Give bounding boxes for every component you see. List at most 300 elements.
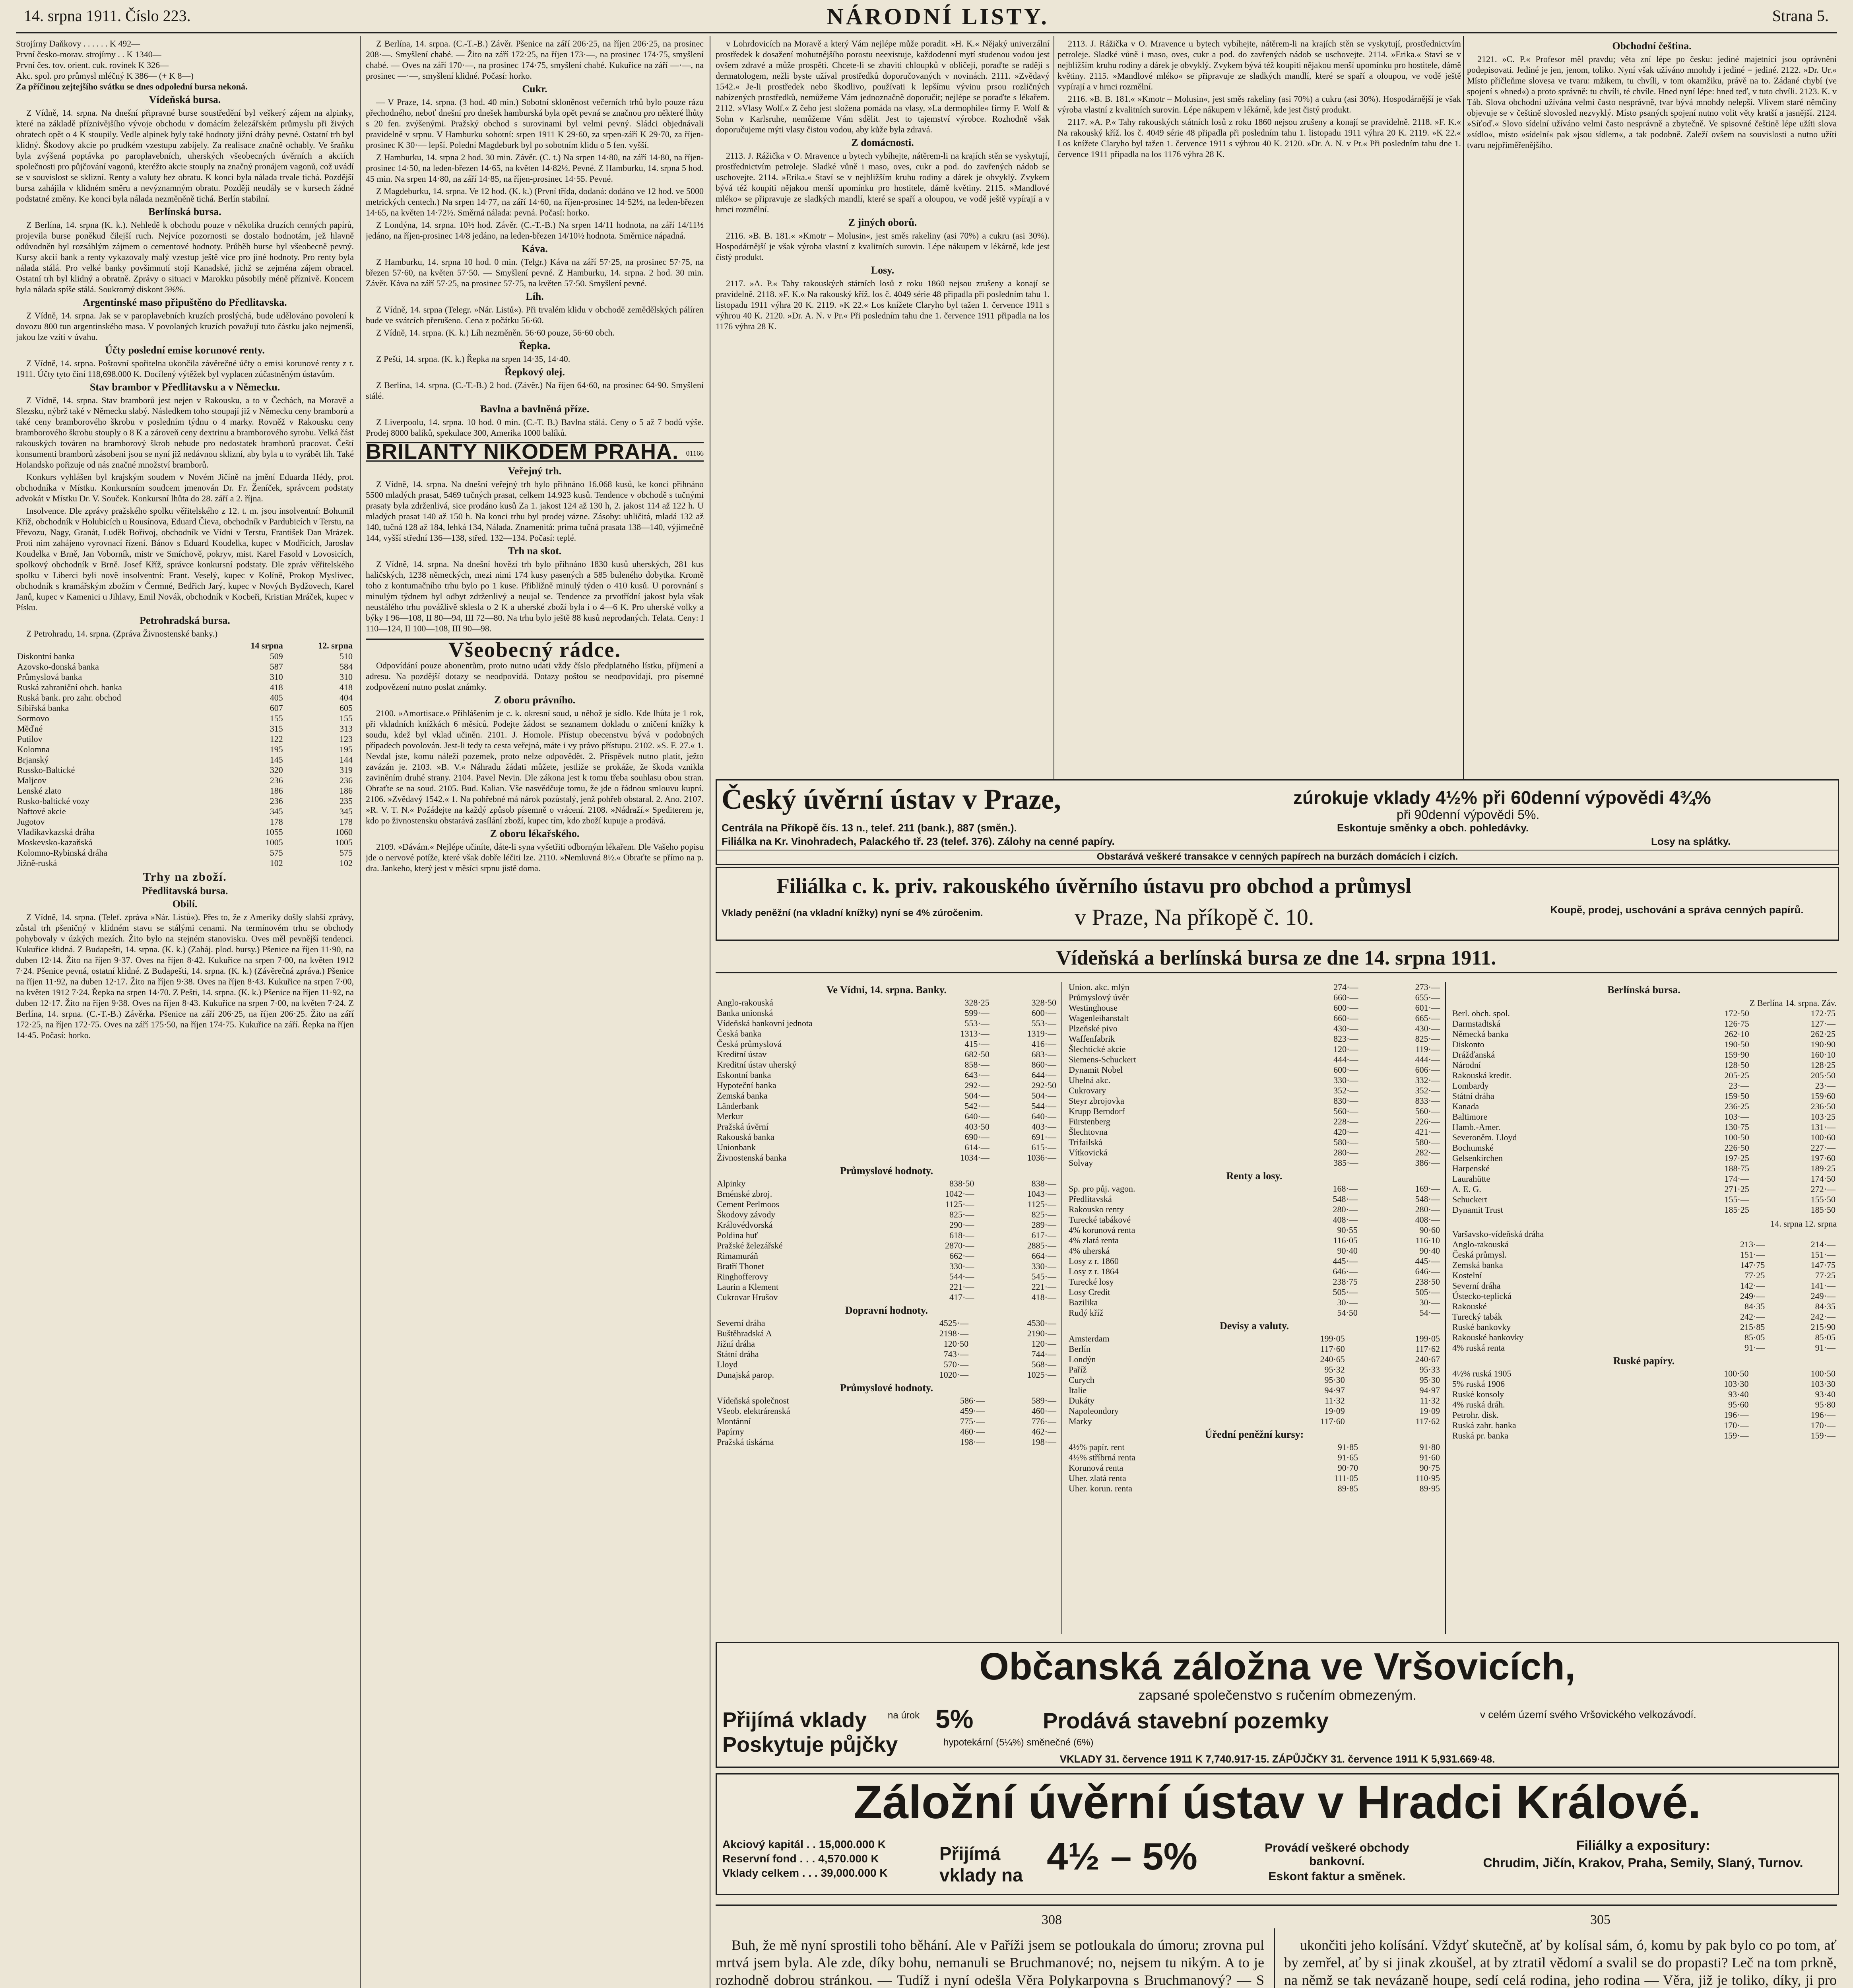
row-value: 84·35 [1744, 1301, 1765, 1311]
vienna-banks-table [716, 998, 1057, 1163]
row-label: Zemská banka [717, 1091, 768, 1101]
row-value [1696, 1229, 1766, 1239]
row-value: 95·30 [1324, 1375, 1345, 1385]
table-row [1067, 1297, 1441, 1308]
table-row [1451, 1101, 1837, 1112]
row-value: 240·67 [1415, 1354, 1440, 1364]
row-value: 228·— [1333, 1116, 1358, 1126]
table-row [1067, 1365, 1441, 1375]
table-row [1451, 1301, 1837, 1312]
row-label: Amsterdam [1069, 1334, 1110, 1343]
row-label: Lombardy [1452, 1081, 1489, 1091]
row-value: 123 [340, 734, 353, 744]
table-row [716, 1437, 1057, 1447]
row-label: 4½% papír. rent [1069, 1442, 1125, 1452]
row-value: 19·09 [1419, 1406, 1440, 1416]
row-value: 85·05 [1744, 1332, 1765, 1342]
row-label: Ringhofferovy [717, 1272, 768, 1281]
row-value: 141·— [1810, 1281, 1836, 1291]
row-label: Německá banka [1452, 1029, 1509, 1039]
row-label: Harpenské [1452, 1163, 1490, 1173]
masthead [16, 2, 1837, 30]
row-value: 91·— [1744, 1343, 1765, 1353]
row-label: Česká průmysl. [1452, 1250, 1507, 1260]
row-value: 1025·— [1027, 1370, 1056, 1380]
article-text: Z Pešti, 14. srpna. (K. k.) Řepka na srpen 14·35, 14·40. [376, 354, 570, 364]
row-value: 249·— [1810, 1291, 1836, 1301]
row-label: Russko-Baltické [17, 765, 75, 775]
row-value: 421·— [1415, 1127, 1440, 1137]
row-label: 4% korunová renta [1069, 1225, 1135, 1235]
table-row [1067, 1344, 1441, 1354]
row-value: 227·— [1810, 1143, 1836, 1153]
table-row [1451, 1163, 1837, 1174]
row-value: 445·— [1333, 1256, 1358, 1266]
table-row [1451, 1143, 1837, 1153]
row-label: Severní dráha [1452, 1281, 1501, 1291]
row-value: 91·— [1815, 1343, 1836, 1353]
row-label: Bratří Thonet [717, 1261, 764, 1271]
row-value: 310 [270, 672, 283, 682]
row-value: 199·05 [1415, 1334, 1440, 1343]
row-label: Diskonto [1452, 1039, 1484, 1049]
row-value: 601·— [1415, 1003, 1440, 1013]
table-row [1067, 1147, 1441, 1158]
row-label: Banka unionská [717, 1008, 773, 1018]
novel-left-column: Buh, že mě nyní sprostili toho běhání. Ale v Paříži jsem se potloukala do úmoru; zrovna pul mrtvá jsem byla. Ale zde, díky bohu, nemanuli se Bruchmanové; no, nejsem tu nikým. A to je rozhodně dobrou stránkou. — Tudíž i nyní odešla Věra Polykarpovna s Bruchmanový? — S [716, 1937, 1264, 1988]
row-value: 93·40 [1728, 1389, 1749, 1399]
vienna-banks-heading: Ve Vídni, 14. srpna. Banky. [826, 984, 947, 996]
row-value: 1060 [335, 827, 353, 837]
row-label: Poldina huť [717, 1230, 759, 1240]
column-1 [16, 38, 354, 1988]
row-value: 544·— [949, 1272, 974, 1281]
row-value: 89·85 [1337, 1483, 1358, 1493]
row-label: Dynamit Nobel [1069, 1065, 1123, 1075]
table-row [1067, 1044, 1441, 1054]
column-2 [366, 38, 704, 1988]
article-heading: Účty poslední emise korunové renty. [105, 344, 265, 356]
row-value: 607 [270, 703, 283, 713]
row-value: 445·— [1415, 1256, 1440, 1266]
article-text: Z Magdeburku, 14. srpna. Ve 12 hod. (K. k.) (První třída, dodaná: dodáno ve 12 hod. ve 5000 metrických centech.) Na srpen 14·77, na září 14·60, na říjen-prosinec 14·52½, na leden-březen 14·65, na květen 14·72½. Směrná nálada: pevná. Počasí: horko. [366, 186, 704, 217]
row-label: 4% ruská renta [1452, 1343, 1505, 1353]
table-row [16, 724, 354, 734]
row-label: Paříž [1069, 1365, 1087, 1375]
table-row [1067, 1396, 1441, 1406]
row-value: 95·33 [1419, 1365, 1440, 1375]
article-text: Z Vídně, 14. srpna. (Telef. zpráva »Nár. Listů«). Přes to, že z Ameriky došly slabší zprávy, zůstal trh pšeničný v klidném stavu se stálými cenami. Na termínovém trhu se obchody pohybovaly v úzkých mezích. Žito bylo na stejném stanovisku. Oves měl pevnější tendenci. Kukuřice klidná. Z Budapešti, 14. srpna. (K. k.) (Zaháj. plod. bursy.) Pšenice na říjen 11·90, na duben 12·14. Žito na říjen 9·37. Oves na říjen 8·42. Kukuřice na srpen 7·00, na květen 1912 7·24. Pšenice pevná, ostatní klidné. Z Budapešti, 14. srpna. (K. k.) (Závěrečná zpráva.) Pšenice na říjen 11·92, na duben 12·17. Žito na říjen 9·38. Oves na říjen 8·43. Kukuřice na srpen 7·00, na květen 1912 7·24. Řepka na srpen 14·70. Z Pešti, 14. srpna. (K. k.) Pšenice na říjen 11·92, na duben 12·17. Žito na říjen 9·38. Oves na říjen 8·43. Kukuřice na srpen 7·00, na květen 7·24. Z Berlína, 14. srpna. (C.-T.-B.) Závěrka. Pšenice na září 206·25, na říjen 206·25. Žito na září 172·25, na říjen 172·75. Oves na září 175·50, na říjen 174·75. Kukuřice na září. Řepka na říjen 14·45. Počasí: horko. [16, 912, 354, 1040]
table-row [716, 1272, 1057, 1282]
row-value: 215·85 [1740, 1322, 1765, 1332]
table-row [1451, 1420, 1837, 1431]
row-value: 833·— [1415, 1096, 1440, 1106]
table-row [716, 1049, 1057, 1060]
issue-date: 14. srpna 1911. Číslo 223. [24, 7, 191, 25]
berlin-heading: Berlínská bursa. [1607, 984, 1680, 996]
row-value: 274·— [1333, 982, 1358, 992]
row-value: 91·80 [1419, 1442, 1440, 1452]
row-value: 117·60 [1320, 1416, 1345, 1426]
table-row [1067, 1054, 1441, 1065]
row-label: Turecké losy [1069, 1277, 1114, 1287]
row-value: 505·— [1415, 1287, 1440, 1297]
row-value: 418·— [1031, 1292, 1056, 1302]
row-value: 655·— [1415, 992, 1440, 1002]
table-row [1451, 1322, 1837, 1332]
row-value: 151·— [1810, 1250, 1836, 1260]
row-value: 77·25 [1744, 1270, 1765, 1280]
row-value: 662·— [949, 1251, 974, 1261]
table-row [1067, 1194, 1441, 1204]
row-value: 196·— [1724, 1410, 1749, 1420]
sugar-heading: Cukr. [522, 83, 547, 95]
row-label: Anglo-rakouská [717, 998, 773, 1008]
russian-papers-heading: Ruské papíry. [1613, 1355, 1675, 1367]
table-row [1067, 1463, 1441, 1473]
row-value: 646·— [1333, 1266, 1358, 1276]
table-row [1451, 1070, 1837, 1081]
row-value: 159·50 [1724, 1091, 1749, 1101]
column-rule [1274, 1928, 1275, 1988]
table-row [16, 817, 354, 827]
row-value: 94·97 [1419, 1385, 1440, 1395]
row-value: 226·— [1415, 1116, 1440, 1126]
zalozni-uverni-ustav-ad: Záložní úvěrní ústav v Hradci Králové. Akciový kapitál . . 15,000.000 K Reservní fond . . . 4,570.000 K Vklady celkem . . . 39,000.000 K Přijímá vklady na 4½ – 5% Provádí veškeré obchody bankovní. Eskont faktur a směnek. Filiálky a expositury: Chrudim, Jičín, Krakov, Praha, Semily, Slaný, Turnov. [716, 1773, 1839, 1895]
row-value: 510 [340, 651, 353, 661]
article-text: Z Vídně, 14. srpna. Poštovní spořitelna ukončila závěrečné účty o emisi korunové renty z r. 1911. Účty tyto činí 118,698.000 K. Docílený výtěžek byl vyplacen zúčastněným ústavům. [16, 358, 354, 379]
row-value: 197·60 [1810, 1153, 1836, 1163]
row-value: 170·— [1810, 1420, 1836, 1430]
petrograd-bourse-heading: Petrohradská bursa. [140, 615, 230, 626]
row-value: 462·— [1031, 1427, 1056, 1437]
row-value: 420·— [1333, 1127, 1358, 1137]
table-row [1451, 1008, 1837, 1019]
row-value: 2870·— [945, 1241, 974, 1250]
row-label: Kanada [1452, 1101, 1479, 1111]
row-value: 95·60 [1728, 1400, 1749, 1409]
row-value: 315 [270, 724, 283, 734]
row-label: Buštěhradská A [717, 1328, 772, 1338]
row-value: 117·62 [1415, 1416, 1440, 1426]
row-value: 430·— [1415, 1023, 1440, 1033]
row-label: Plzeňské pivo [1069, 1023, 1118, 1033]
row-value: 640·— [964, 1111, 990, 1121]
table-row [1067, 1442, 1441, 1452]
row-label: Westinghouse [1069, 1003, 1118, 1013]
currency-table [1067, 1334, 1441, 1427]
table-row [1067, 1116, 1441, 1127]
article-text: 2116. »B. B. 181.« »Kmotr – Molusin«, jest směs rakeliny (asi 70%) a cukru (asi 30%). Hospodárnější je však výroba vlastní z kvalitních surovin. Lépe nákupem v lékárně, kde jest čistý produkt. [1057, 94, 1461, 115]
row-label: Berlín [1069, 1344, 1090, 1354]
row-label: Petrohr. disk. [1452, 1410, 1499, 1420]
row-label: Naftové akcie [17, 806, 66, 816]
table-row [16, 806, 354, 817]
row-value: 110·95 [1415, 1473, 1440, 1483]
row-label: Živnostenská banka [717, 1153, 787, 1163]
row-value: 90·70 [1337, 1463, 1358, 1473]
row-value: 155 [270, 713, 283, 723]
row-value: 111·05 [1334, 1473, 1358, 1483]
row-value: 444·— [1333, 1054, 1358, 1064]
row-value: 197·25 [1724, 1153, 1749, 1163]
row-label: Varšavsko-vídeňská dráha [1452, 1229, 1544, 1239]
row-value: 196·— [1810, 1410, 1836, 1420]
table-row [1067, 1215, 1441, 1225]
row-value: 775·— [960, 1416, 985, 1426]
table-row [1451, 1132, 1837, 1143]
household-heading: Z domácnosti. [851, 137, 914, 148]
row-value: 599·— [964, 1008, 990, 1018]
row-value: 120·— [1333, 1044, 1358, 1054]
row-label: Cement Perlmoos [717, 1199, 780, 1209]
article-text: v Lohrdovicích na Moravě a který Vám nejlépe může poradit. »H. K.« Nějaký univerzální prostředek k dosažení mohutnějšího porostu neexistuje, každodenní mytí studenou vodou jest ovšem zdravé a může prospěti. Chcete-li se zbaviti chloupků v obličeji, poraďte se raději s dermatologem, nežli byste užíval prostředků doporučovaných v novinách. 2111. »Zvědavý 1542.« Je-li prostředek nebo škodlivo, používati k lepšímu vývinu prsou rozličných nabízených prostředků, nemůžeme Vám jednoznačně doporučit; nejlépe se poraďte s lékařem. 2112. »Vlasy Wolf.« Z čeho jest složena pomáda na vlasy, »La dermophile« firmy F. Wolf & Sohn v Karlsruhe, nemůžeme Vám sdělit. Jest to tajemství výrobce. Rozhodně však doporučujeme mýti vlasy čistou vodou, aby kůže byla zdravá. [716, 39, 1050, 134]
table-row [716, 1370, 1057, 1380]
table-row [1067, 1065, 1441, 1075]
table-row [716, 1111, 1057, 1122]
row-label: 4% ruská dráh. [1452, 1400, 1505, 1409]
row-value: 280·— [1333, 1204, 1358, 1214]
table-row [16, 744, 354, 755]
row-value: 405 [270, 693, 283, 703]
row-value: 30·— [1419, 1297, 1440, 1307]
article-text: 2109. »Dávám.« Nejlépe učiníte, dáte-li syna vyšetřiti odborným lékařem. Dle Vašeho popisu jde o nervové potíže, které však dobře léčiti lze. 2110. »Nemluvná 8½.« Obraťte se přímo na p. dra. Jankeho, který jest v měsíci srpnu jistě doma. [366, 842, 704, 873]
table-row [716, 1318, 1057, 1328]
table-row [716, 1261, 1057, 1272]
row-value: 823·— [1333, 1034, 1358, 1044]
row-value: 174·50 [1810, 1174, 1836, 1184]
row-value: 90·40 [1419, 1246, 1440, 1256]
row-value: 1043·— [1027, 1189, 1056, 1199]
row-label: Bazilika [1069, 1297, 1098, 1307]
table-row [1451, 1239, 1837, 1250]
row-label: Šlechtické akcie [1069, 1044, 1126, 1054]
row-label: Azovsko-donská banka [17, 662, 99, 672]
table-row [716, 1406, 1057, 1416]
row-value: 330·— [949, 1261, 974, 1271]
row-value: 417·— [949, 1292, 974, 1302]
row-label: Baltimore [1452, 1112, 1487, 1122]
coffee-heading: Káva. [522, 243, 548, 254]
row-label: Kolomno-Rybinská dráha [17, 848, 108, 858]
table-row [16, 672, 354, 682]
row-value: 328·50 [1031, 998, 1056, 1008]
table-row [1067, 1256, 1441, 1266]
novel-rule [716, 1905, 1837, 1906]
table-row [716, 1199, 1057, 1209]
row-value: 643·— [964, 1070, 990, 1080]
row-value: 189·25 [1810, 1163, 1836, 1173]
row-value: 95·30 [1419, 1375, 1440, 1385]
row-value: 408·— [1415, 1215, 1440, 1225]
row-value: 130·75 [1724, 1122, 1749, 1132]
row-value: 54·50 [1337, 1308, 1358, 1318]
table-row [16, 703, 354, 713]
row-value: 221·— [949, 1282, 974, 1292]
row-value: 23·— [1729, 1081, 1749, 1091]
row-value: 618·— [949, 1230, 974, 1240]
row-value: 2198·— [939, 1328, 969, 1338]
table-row [1451, 1343, 1837, 1353]
row-value: 238·50 [1415, 1277, 1440, 1287]
row-label: Marky [1069, 1416, 1092, 1426]
row-value: 215·90 [1810, 1322, 1836, 1332]
table-row [1067, 982, 1441, 992]
row-label: Cukrovar Hrušov [717, 1292, 778, 1302]
row-label: Ruské bankovky [1452, 1322, 1511, 1332]
row-value: 102 [340, 858, 353, 868]
row-value: 127·— [1810, 1019, 1836, 1029]
table-row [1451, 1291, 1837, 1301]
table-row [1067, 1452, 1441, 1463]
table-row [1451, 1122, 1837, 1132]
table-row [1067, 1137, 1441, 1147]
row-value: 262·10 [1724, 1029, 1749, 1039]
novel-page-left: 308 [1042, 1912, 1062, 1927]
row-value: 185·50 [1810, 1205, 1836, 1215]
row-label: Státní dráha [1452, 1091, 1494, 1101]
row-label: 5% ruská 1906 [1452, 1379, 1505, 1389]
grain-heading: Obilí. [172, 898, 198, 910]
row-value: 4525·— [939, 1318, 969, 1328]
row-value: 91·85 [1337, 1442, 1358, 1452]
row-value: 444·— [1415, 1054, 1440, 1064]
row-value: 587 [270, 662, 283, 672]
row-value: 825·— [1415, 1034, 1440, 1044]
table-row [1067, 1106, 1441, 1116]
article-text: 2100. »Amortisace.« Přihlášením je c. k. okresní soud, u něhož je sídlo. Kde lhůta je 1 rok, při vkladních knížkách 6 měsíců. Podejte žádost se seznamem dokladu o zničení knížky k soudu, kdež byl vklad učiněn. 2101. J. Homole. Přístup obecenstvu bývá v podobných případech povolován. Jest-li tedy ta cesta veřejná, máte i vy právo přístupu. 2102. »S. F. 27.« 1. Nevdal jste, komu náleží pozemek, proto nelze odpovědět. 2. Příspěvek nutno platit, ježto zavázán je. 2103. »B. V.« Náhradu žádati můžete, jestliže se prokáže, že škoda vznikla zaviněním druhé strany. 2104. Pavel Nevin. Dle zákona jest k tomu třeba souhlasu obou stran. Obraťte se na soud. 2105. Bud. Kalian. Vše nasvědčuje tomu, že jde o řádnou smlouvu kupní. 2106. »Zvědavý 1542.« 1. Na pohřebné má nárok pozůstalý, jenž pohřeb obstaral. 2. Ano. 2107. »R. V. T. N.« Požádejte na každý způsob písemně o vrácení. 2108. »Nádraží.« Spediterem je, kdo po živnostensku obstarává zasílání zboží, kupec tím, kdo zboží kupuje a prodává. [366, 708, 704, 825]
filialka-ad: Filiálka c. k. priv. rakouského úvěrního ústavu pro obchod a průmysl v Praze, Na příkopě č. 10. Vklady peněžní (na vkladní knížky) nyní se 4% zúročenim. Koupě, prodej, uschování a správa cenných papírů. [716, 867, 1839, 941]
row-value: 147·75 [1740, 1260, 1765, 1270]
article-text: Z Vídně, 14. srpna. Jak se v paroplavebních kruzích proslýchá, bude udělováno povolení k dovozu 800 tun argentinského masa. V povolaných kruzích považují tuto částku jako nejmenší, jakou lze vzíti v úvahu. [16, 311, 354, 342]
row-value: 11·32 [1420, 1396, 1440, 1406]
table-row [1451, 1369, 1837, 1379]
row-value: 178 [340, 817, 353, 827]
table-row [716, 1008, 1057, 1018]
table-row [1451, 1029, 1837, 1039]
table-row [16, 651, 354, 662]
row-value: 580·— [1415, 1137, 1440, 1147]
row-value: 1042·— [945, 1189, 974, 1199]
row-label: Sormovo [17, 713, 49, 723]
row-value: 271·25 [1724, 1184, 1749, 1194]
row-label: Putilov [17, 734, 43, 744]
row-label: Škodovy závody [717, 1209, 776, 1219]
table-row [1067, 1225, 1441, 1235]
row-label: Moskevsko-kazaňská [17, 837, 93, 847]
row-value: 236·25 [1724, 1101, 1749, 1111]
spirit-heading: Líh. [526, 291, 544, 302]
table-row [1067, 1023, 1441, 1034]
row-label: Turecké tabákové [1069, 1215, 1131, 1225]
table-row [16, 786, 354, 796]
row-value: 345 [340, 806, 353, 816]
table-row [716, 1122, 1057, 1132]
row-value: 282·— [1415, 1147, 1440, 1157]
row-value: 172·75 [1810, 1008, 1836, 1018]
table-row [16, 734, 354, 744]
row-value: 665·— [1415, 1013, 1440, 1023]
row-value: 1313·— [960, 1029, 990, 1039]
row-value: 236 [340, 775, 353, 785]
row-value: 144 [340, 755, 353, 765]
table-row [1451, 1250, 1837, 1260]
article-text: Z Berlína, 14. srpna. (C.-T.-B.) 2 hod. (Závěr.) Na říjen 64·60, na prosinec 64·90. Smyšlení stálé. [366, 380, 704, 401]
advisor-heading: Všeobecný rádce. [448, 638, 621, 662]
row-value: 190·50 [1724, 1039, 1749, 1049]
row-value: 159·— [1810, 1431, 1836, 1441]
row-value: 30·— [1337, 1297, 1358, 1307]
table-row [1451, 1153, 1837, 1163]
table-row [1067, 1334, 1441, 1344]
row-label: Montánní [717, 1416, 751, 1426]
row-label: A. E. G. [1452, 1184, 1481, 1194]
article-text: Z Hamburku, 14. srpna 10 hod. 0 min. (Telgr.) Káva na září 57·25, na prosinec 57·75, na březen 57·60, na květen 57·50. — Smyšlení pevné. Z Hamburku, 14. srpna. 2 hod. 30 min. Závěr. Káva na září 57·25, na prosinec 57·75, na květen 57·50. Smyšlení pevné. [366, 257, 704, 288]
row-value: 178 [270, 817, 283, 827]
article-text: Insolvence. Dle zprávy pražského spolku věřitelského z 12. t. m. jsou insolventní: Bohumil Kříž, obchodník v Holubicích u Rousínova, Eduard Čieva, obchodník v Pardubicích v Terstu, na Převozu, Nagy, Granát, Luděk Bořivoj, obchodník ve Vídni v Terstu, František Dan Mrázek. Proti nim zahájeno vyrovnací řízení. Bánov s Eduard Koudelka, kupec v Modřicích, Jaroslav Koudelka v Brně, Jan Voborník, mistr ve Smíchově, pokryv, mist. Karel Fasold v Lovosicích, spolkový obchodník v Brně. Josef Kříž, správce konkursní podstaty. Dle zpráv věřitelského spolku v Liberci byli nově insolventní: Frant. Veselý, kupec v Kolíně, Prokop Myslivec, obchodník s kramářským zbožím v Čermné, Bedřich Jarý, kupec v Nových Bydžovech, Karel Janů, kupec v Kamenici u Jihlavy, Emil Novák, obchodník v Kocbeři, Kristian Mráček, kupec v Písku. [16, 506, 354, 612]
table-row [716, 1039, 1057, 1049]
row-label: 4½% ruská 1905 [1452, 1369, 1512, 1378]
article-text: 2113. J. Rážička v O. Mravence u bytech vybíhejte, nátěrem-li na krajích stěn se vyskytují, prostřednictvím petroleje. Sladké vůně i maso, oves, cukr a pod. do zavřených nádob se uschovejte. 2114. »Erika.« Staví se v nejbližším kruhu rodiny a dárek je obvyklý. Zvykem bývá též koupiti nějakou menší upomínku pro hostitele, dámě květiny. 2115. »Mandlové mléko« se připravuje ze sladkých mandlí, které se spaří a oloupou, ve vodě ještě vypírají a v hrnci rozmělní. [1057, 39, 1461, 91]
table-row [1451, 1260, 1837, 1270]
row-value: 330·— [1333, 1075, 1358, 1085]
oil-heading: Řepkový olej. [504, 366, 565, 378]
table-row [1451, 1081, 1837, 1091]
row-label: Krupp Berndorf [1069, 1106, 1125, 1116]
row-value: 460·— [960, 1427, 985, 1437]
row-value: 553·— [964, 1018, 990, 1028]
column-3b [1057, 38, 1461, 774]
row-label: Jugotov [17, 817, 45, 827]
row-label: Ruské konsoly [1452, 1389, 1504, 1399]
row-label: Rakousko renty [1069, 1204, 1124, 1214]
table-row [716, 1427, 1057, 1437]
row-value: 825·— [949, 1209, 974, 1219]
row-value: 505·— [1333, 1287, 1358, 1297]
table-row [716, 1230, 1057, 1241]
row-label: Hamb.-Amer. [1452, 1122, 1500, 1132]
row-value: 600·— [1333, 1065, 1358, 1075]
row-value: 159·60 [1810, 1091, 1836, 1101]
row-value: 408·— [1333, 1215, 1358, 1225]
row-value: 95·32 [1324, 1365, 1345, 1375]
row-value: 744·— [1031, 1349, 1056, 1359]
row-label: Průmyslový úvěr [1069, 992, 1129, 1002]
column-rule [360, 36, 361, 1988]
row-value: 644·— [1031, 1070, 1056, 1080]
row-value: 90·55 [1337, 1225, 1358, 1235]
row-label: Rusko-baltické vozy [17, 796, 89, 806]
row-value: 100·60 [1810, 1132, 1836, 1142]
row-label: Losy Credit [1069, 1287, 1110, 1297]
table-header-row: 14 srpna 12. srpna [16, 641, 354, 651]
row-label: Česká banka [717, 1029, 761, 1039]
row-value: 320 [270, 765, 283, 775]
row-label: Eskontní banka [717, 1070, 771, 1080]
row-value: 418 [270, 682, 283, 692]
row-value: 100·50 [1724, 1369, 1749, 1378]
row-value: 116·10 [1415, 1235, 1440, 1245]
row-value: 404 [340, 693, 353, 703]
table-row [716, 1292, 1057, 1303]
table-row [1451, 1229, 1837, 1239]
table-row [1451, 1312, 1837, 1322]
novel-page-right: 305 [1590, 1912, 1610, 1927]
row-label: Ruská bank. pro zahr. obchod [17, 693, 121, 703]
row-value: 214·— [1810, 1239, 1836, 1249]
row-value: 830·— [1333, 1096, 1358, 1106]
row-label: Londýn [1069, 1354, 1096, 1364]
